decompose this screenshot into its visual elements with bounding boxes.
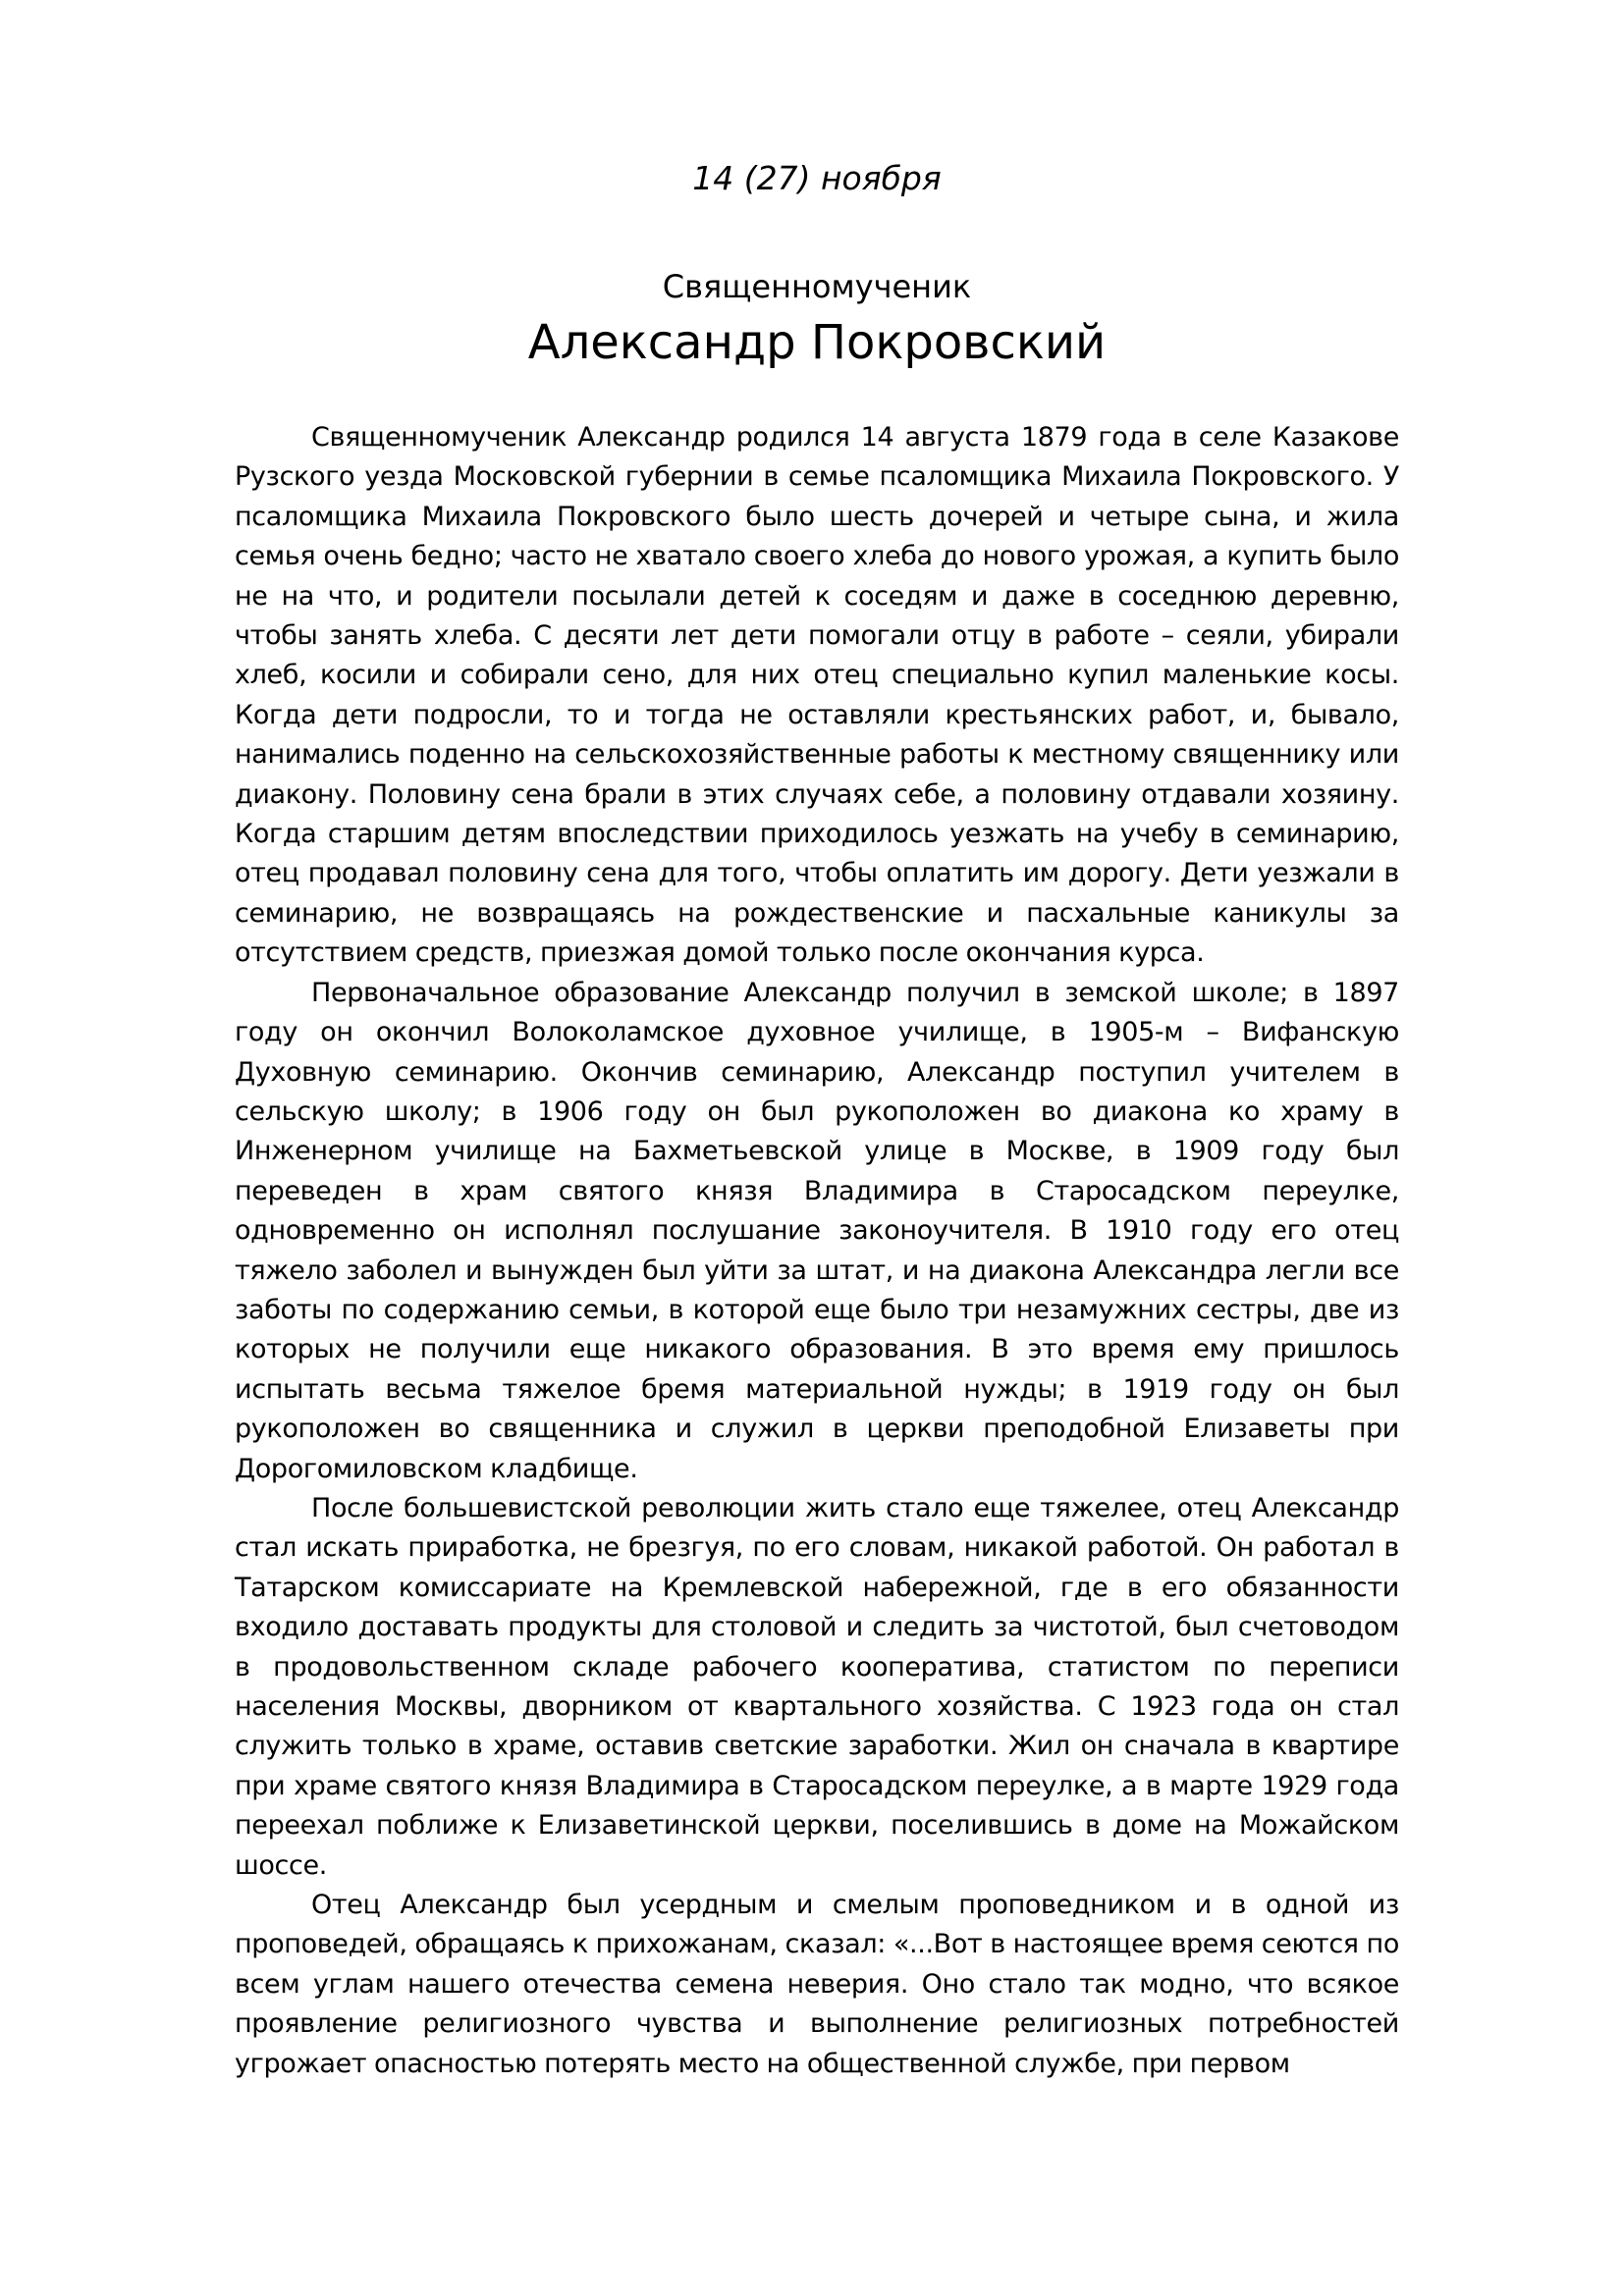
paragraph-1: Священномученик Александр родился 14 августа 1879 года в селе Казакове Рузского уезда Московской губернии в семье псаломщика Михаила Покровского. У псаломщика Михаила Покровского было шесть дочерей и четыре сына, и жила семья очень бедно; часто не хватало своего хлеба до нового урожая, а купить было не на что, и родители посылали детей к соседям и даже в соседнюю деревню, чтобы занять хлеба. С десяти лет дети помогали отцу в работе – сеяли, убирали хлеб, косили и собирали сено, для них отец специально купил маленькие косы. Когда дети подросли, то и тогда не оставляли крестьянских работ, и, бывало, нанимались поденно на сельскохозяйственные работы к местному священнику или диакону. Половину сена брали в этих случаях себе, а половину отдавали хозяину. Когда старшим детям впоследствии приходилось уезжать на учебу в семинарию, отец продавал половину сена для того, чтобы оплатить им дорогу. Дети уезжали в семинарию, не возвращаясь на рождественские и пасхальные каникулы за отсутствием средств, приезжая домой только после окончания курса. bbox=[235, 422, 1399, 969]
saint-rank: Священномученик bbox=[662, 268, 972, 305]
saint-name: Александр Покровский bbox=[527, 315, 1107, 370]
paragraph-3: После большевистской революции жить стало еще тяжелее, отец Александр стал искать приработка, не брезгуя, по его словам, никакой работой. Он работал в Татарском комиссариате на Кремлевской набережной, где в его обязанности входило доставать продукты для столовой и следить за чистотой, был счетоводом в продовольственном складе рабочего кооператива, статистом по переписи населения Москвы, дворником от квартального хозяйства. С 1923 года он стал служить только в храме, оставив светские заработки. Жил он сначала в квартире при храме святого князя Владимира в Старосадском переулке, а в марте 1929 года переехал поближе к Елизаветинской церкви, поселившись в доме на Можайском шоссе. bbox=[235, 1492, 1399, 1881]
paragraph-2: Первоначальное образование Александр получил в земской школе; в 1897 году он окончил Волоколамское духовное училище, в 1905-м – Вифанскую Духовную семинарию. Окончив семинарию, Александр поступил учителем в сельскую школу; в 1906 году он был рукоположен во диакона ко храму в Инженерном училище на Бахметьевской улице в Москве, в 1909 году был переведен в храм святого князя Владимира в Старосадском переулке, одновременно он исполнял послушание законоучителя. В 1910 году его отец тяжело заболел и вынужден был уйти за штат, и на диакона Александра легли все заботы по содержанию семьи, в которой еще было три незамужних сестры, две из которых не получили еще никакого образования. В это время ему пришлось испытать весьма тяжелое бремя материальной нужды; в 1919 году он был рукоположен во священника и служил в церкви преподобной Елизаветы при Дорогомиловском кладбище. bbox=[235, 977, 1399, 1484]
paragraph-4: Отец Александр был усердным и смелым проповедником и в одной из проповедей, обращаясь к прихожанам, сказал: «...Вот в настоящее время сеются по всем углам нашего отечества семена неверия. Оно стало так модно, что всякое проявление религиозного чувства и выполнение религиозных потребностей угрожает опасностью потерять место на общественной службе, при первом bbox=[235, 1890, 1399, 2079]
body-text bbox=[235, 418, 1399, 2084]
document-page bbox=[235, 147, 1399, 2084]
feast-date: 14 (27) ноября bbox=[692, 159, 942, 197]
